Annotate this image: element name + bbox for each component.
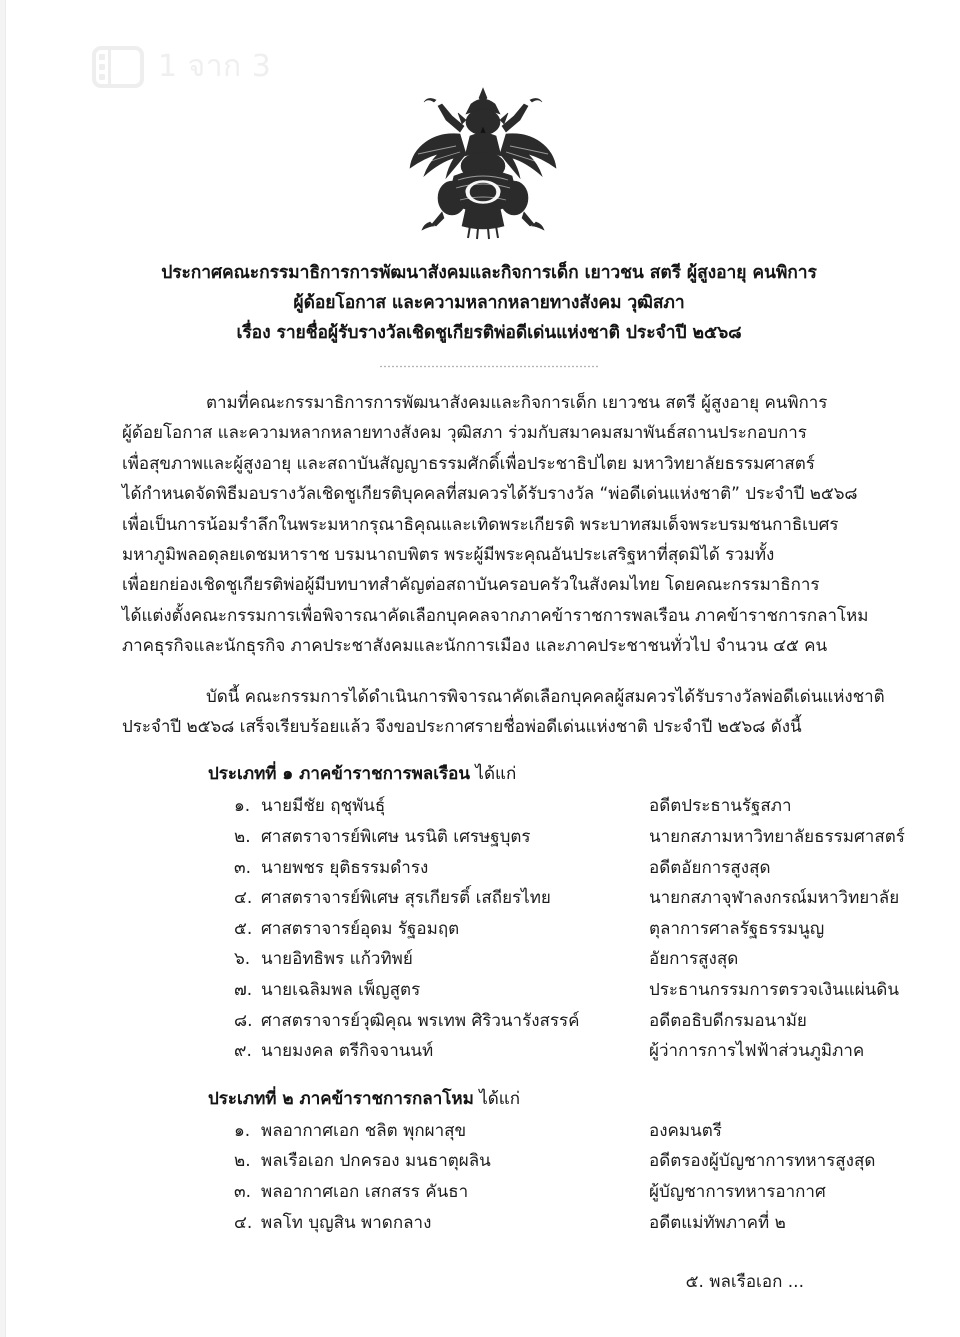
entry-name: พลอากาศเอก ชลิต พุกผาสุข	[261, 1120, 467, 1141]
page-indicator[interactable]	[92, 46, 271, 88]
garuda-emblem	[6, 80, 960, 240]
list-item	[122, 1116, 856, 1147]
entry-role: อดีตรองผู้บัญชาการทหารสูงสุด	[649, 1151, 876, 1172]
section-2-heading-strong: ประเภทที่ ๒ ภาคข้าราชการกลาโหม	[208, 1088, 474, 1109]
entry-role: ตุลาการศาลรัฐธรรมนูญ	[649, 918, 825, 939]
list-item	[122, 944, 856, 975]
list-item	[122, 791, 856, 822]
entry-number: ๑.	[234, 1120, 251, 1141]
paragraph-1	[122, 388, 869, 662]
document-page	[6, 0, 960, 1337]
paragraph-1-line-4: ได้กำหนดจัดพิธีมอบรางวัลเชิดชูเกียรติบุคคลที่สมควรได้รับรางวัล “พ่อดีเด่นแห่งชาติ” ประจำปี ๒๕๖๘	[122, 484, 858, 505]
section-1-heading	[122, 759, 856, 789]
entry-role: อดีตแม่ทัพภาคที่ ๒	[649, 1212, 786, 1233]
paragraph-1-line-9: ภาคธุรกิจและนักธุรกิจ ภาคประชาสังคมและนักการเมือง และภาคประชาชนทั่วไป จำนวน ๔๕ คน	[122, 636, 828, 657]
list-item	[122, 883, 900, 914]
page-indicator-label: 1 จาก 3	[158, 49, 272, 84]
paragraph-1-line-6: มหาภูมิพลอดุลยเดชมหาราช บรมนาถบพิตร พระผู้มีพระคุณอันประเสริฐหาที่สุดมิได้ รวมทั้ง	[122, 545, 775, 566]
list-item	[122, 1177, 856, 1208]
title-line-3: เรื่อง รายชื่อผู้รับรางวัลเชิดชูเกียรติพ่อดีเด่นแห่งชาติ ประจำปี ๒๕๖๘	[236, 323, 742, 343]
section-1-heading-tail: ได้แก่	[475, 764, 517, 785]
entry-number: ๕.	[234, 918, 253, 939]
sidebar-panel-icon[interactable]	[92, 46, 144, 88]
list-item	[122, 1208, 856, 1239]
entry-role: อัยการสูงสุด	[649, 949, 739, 970]
list-item	[122, 1036, 865, 1067]
list-item	[122, 822, 905, 853]
entry-name: พลโท บุญสิน พาดกลาง	[261, 1212, 432, 1233]
sidebar-panel-icon-dot	[99, 64, 105, 70]
section-1-entry-list	[122, 791, 905, 1066]
entry-role: ประธานกรรมการตรวจเงินแผ่นดิน	[649, 980, 899, 1001]
sidebar-panel-icon-dot	[99, 74, 105, 80]
dotted-divider	[378, 365, 600, 368]
paragraph-2-line-2: ประจำปี ๒๕๖๘ เสร็จเรียบร้อยแล้ว จึงขอประกาศรายชื่อพ่อดีเด่นแห่งชาติ ประจำปี ๒๕๖๘ ดังนี้	[122, 717, 802, 738]
paragraph-1-line-3: เพื่อสุขภาพและผู้สูงอายุ และสถาบันสัญญาธรรมศักดิ์เพื่อประชาธิปไตย มหาวิทยาลัยธรรมศาสตร์	[122, 453, 815, 474]
list-item	[122, 914, 856, 945]
entry-role: นายกสภาจุฬาลงกรณ์มหาวิทยาลัย	[649, 888, 900, 909]
paragraph-2	[122, 682, 885, 743]
paragraph-1-line-8: ได้แต่งตั้งคณะกรรมการเพื่อพิจารณาคัดเลือกบุคคลจากภาคข้าราชการพลเรือน ภาคข้าราชการกลาโหม	[122, 605, 869, 626]
title-line-1: ประกาศคณะกรรมาธิการการพัฒนาสังคมและกิจการเด็ก เยาวชน สตรี ผู้สูงอายุ คนพิการ	[161, 263, 817, 283]
section-category-1	[122, 759, 905, 1066]
entry-number: ๒.	[234, 827, 251, 848]
sidebar-panel-icon-sheet	[111, 50, 140, 84]
entry-number: ๑.	[234, 796, 251, 817]
entry-role: อดีตอธิบดีกรมอนามัย	[649, 1010, 807, 1031]
entry-role: ผู้ว่าการการไฟฟ้าส่วนภูมิภาค	[649, 1041, 865, 1062]
title-line-2: ผู้ด้อยโอกาส และความหลากหลายทางสังคม วุฒิสภา	[293, 293, 685, 313]
entry-name: นายมีชัย ฤชุพันธุ์	[261, 796, 386, 817]
sidebar-panel-icon-rail	[96, 50, 111, 84]
entry-name: พลอากาศเอก เสกสรร คันธา	[261, 1182, 469, 1202]
entry-name: ศาสตราจารย์วุฒิคุณ พรเทพ ศิริวนารังสรรค์	[261, 1010, 580, 1031]
paragraph-1-line-1: ตามที่คณะกรรมาธิการการพัฒนาสังคมและกิจการเด็ก เยาวชน สตรี ผู้สูงอายุ คนพิการ	[206, 393, 828, 413]
entry-name: นายมงคล ตรีกิจจานนท์	[261, 1041, 434, 1062]
paragraph-1-line-5: เพื่อเป็นการน้อมรำลึกในพระมหากรุณาธิคุณและเทิดพระเกียรติ พระบาทสมเด็จพระบรมชนกาธิเบศร	[122, 514, 839, 535]
section-1-heading-strong: ประเภทที่ ๑ ภาคข้าราชการพลเรือน	[208, 764, 470, 785]
section-2-heading-tail: ได้แก่	[479, 1088, 521, 1109]
entry-number: ๓.	[234, 857, 252, 878]
entry-role: อดีตประธานรัฐสภา	[649, 796, 792, 817]
list-item	[122, 975, 899, 1006]
entry-number: ๘.	[234, 1010, 253, 1031]
entry-name: ศาสตราจารย์อุดม รัฐอมฤต	[261, 918, 460, 939]
list-item	[122, 1006, 856, 1037]
entry-role: องคมนตรี	[649, 1120, 722, 1141]
entry-name: ศาสตราจารย์พิเศษ สุรเกียรติ์ เสถียรไทย	[261, 888, 551, 909]
section-2-entry-list	[122, 1116, 876, 1238]
entry-number: ๓.	[234, 1182, 252, 1202]
section-2-heading	[122, 1084, 856, 1114]
document-content	[6, 258, 960, 1296]
sidebar-panel-icon-dot	[99, 54, 105, 60]
entry-name: นายอิทธิพร แก้วทิพย์	[261, 949, 413, 970]
entry-number: ๒.	[234, 1151, 251, 1172]
entry-name: ศาสตราจารย์พิเศษ นรนิติ เศรษฐบุตร	[261, 827, 531, 848]
list-item	[122, 853, 856, 884]
paragraph-1-line-7: เพื่อยกย่องเชิดชูเกียรติพ่อผู้มีบทบาทสำคัญต่อสถาบันครอบครัวในสังคมไทย โดยคณะกรรมาธิการ	[122, 575, 820, 596]
entry-number: ๙.	[234, 1041, 252, 1062]
entry-role: นายกสภามหาวิทยาลัยธรรมศาสตร์	[649, 827, 905, 848]
document-title	[122, 258, 856, 348]
paragraph-2-line-1: บัดนี้ คณะกรรมการได้ดำเนินการพิจารณาคัดเลือกบุคคลผู้สมควรได้รับรางวัลพ่อดีเด่นแห่งชาติ	[206, 686, 885, 707]
entry-name: นายเฉลิมพล เพ็ญสูตร	[261, 980, 421, 1001]
section-category-2	[122, 1084, 876, 1238]
paragraph-1-line-2: ผู้ด้อยโอกาส และความหลากหลายทางสังคม วุฒิสภา ร่วมกับสมาคมสมาพันธ์สถานประกอบการ	[122, 423, 807, 444]
list-item	[122, 1146, 876, 1177]
entry-number: ๔.	[234, 888, 253, 909]
entry-number: ๔.	[234, 1212, 253, 1233]
entry-role: ผู้บัญชาการทหารอากาศ	[649, 1182, 826, 1202]
entry-number: ๗.	[234, 980, 253, 1001]
entry-name: พลเรือเอก ปกครอง มนธาตุผลิน	[261, 1151, 491, 1172]
entry-name: นายพชร ยุติธรรมดำรง	[261, 857, 429, 878]
entry-role: อดีตอัยการสูงสุด	[649, 857, 771, 878]
page-continuation-text: ๕. พลเรือเอก ...	[685, 1272, 804, 1293]
entry-number: ๖.	[234, 949, 251, 970]
